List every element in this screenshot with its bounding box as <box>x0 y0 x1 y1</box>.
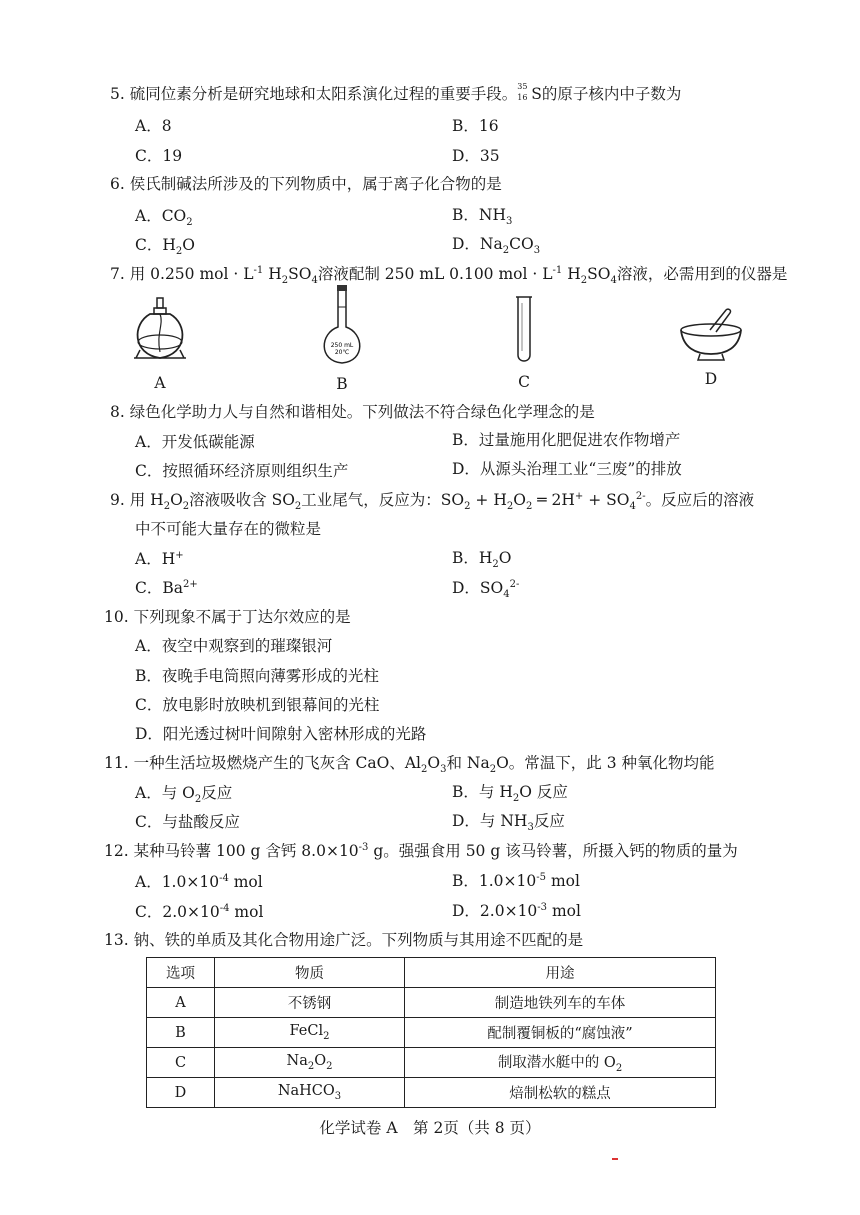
table-row: C $Na_2O_2$ 制取潜水艇中的 $O_2$ <box>147 1048 716 1078</box>
option-9b: B．$H_2O$ <box>452 549 512 571</box>
option-12a: A．$1.0\times 10^{-4}$ mol <box>135 872 263 891</box>
option-9d: D．$SO_4^{2-}$ <box>452 578 520 601</box>
question-13: 13. 钠、铁的单质及其化合物用途广泛。下列物质与其用途不匹配的是 <box>104 931 584 949</box>
question-8: 8. 绿色化学助力人与自然和谐相处。下列做法不符合绿色化学理念的是 <box>110 403 595 421</box>
red-mark <box>612 1158 618 1160</box>
q13-table <box>146 957 716 1108</box>
table-row: A 不锈钢 制造地铁列车的车体 <box>147 988 716 1018</box>
svg-text:250 mL: 250 mL <box>330 342 354 349</box>
option-10d: D．阳光透过树叶间隙射入密林形成的光路 <box>135 725 427 743</box>
apparatus-d: D <box>676 306 746 388</box>
alcohol-lamp-icon <box>128 294 192 366</box>
option-5c: C．19 <box>135 147 183 165</box>
option-12b: B．$1.0\times 10^{-5}$ mol <box>452 871 580 890</box>
option-9a: A．H+ <box>135 549 184 568</box>
option-11d: D．与 $NH_3$反应 <box>452 812 565 834</box>
question-5: 5. 硫同位素分析是研究地球和太阳系演化过程的重要手段。 35 16 S的原子核内中子数为 <box>110 82 682 103</box>
option-11c: C．与盐酸反应 <box>135 813 240 831</box>
option-8a: A．开发低碳能源 <box>135 433 255 451</box>
option-6d: D．$Na_2CO_3$ <box>452 235 541 257</box>
option-8b: B．过量施用化肥促进农作物增产 <box>452 431 681 449</box>
option-8d: D．从源头治理工业“三废”的排放 <box>452 460 682 478</box>
svg-text:20℃: 20℃ <box>334 349 350 356</box>
option-11a: A．与 $O_2$反应 <box>135 784 233 806</box>
apparatus-c: C <box>506 293 542 391</box>
test-tube-icon <box>506 293 542 365</box>
option-9c: C．$Ba^{2+}$ <box>135 578 198 597</box>
option-12c: C．$2.0\times 10^{-4}$ mol <box>135 902 264 921</box>
option-10a: A．夜空中观察到的璀璨银河 <box>135 637 333 655</box>
table-row: D NaHCO$_3$ 焙制松软的糕点 <box>147 1078 716 1108</box>
header-substance: 物质 <box>215 958 405 988</box>
table-header-row <box>147 958 716 988</box>
option-10b: B．夜晚手电筒照向薄雾形成的光柱 <box>135 667 379 685</box>
mortar-pestle-icon <box>676 306 746 362</box>
page-footer: 化学试卷 A 第 2页（共 8 页） <box>319 1119 541 1137</box>
header-use: 用途 <box>405 958 716 988</box>
question-10: 10. 下列现象不属于丁达尔效应的是 <box>104 608 351 626</box>
question-9: 9. 用 $H_2O_2$溶液吸收含 $SO_2$工业尾气，反应为：$SO_2 + H_2O_2$ ═ $2H^+ + SO_4^{2-}$。反应后的溶液 <box>110 490 755 513</box>
option-5d: D．35 <box>452 147 500 165</box>
apparatus-a: A <box>128 294 192 392</box>
apparatus-b: 250 mL 20℃ B <box>316 283 368 393</box>
option-5b: B．16 <box>452 117 499 135</box>
question-11: 11. 一种生活垃圾燃烧产生的飞灰含 CaO、$Al_2O_3$和 $Na_2O$。常温下，此 3 种氧化物均能 <box>104 754 715 776</box>
question-9-line2: 中不可能大量存在的微粒是 <box>135 520 322 538</box>
option-6b: B．$NH_3$ <box>452 206 513 228</box>
table-row: B FeCl$_2$ 配制覆铜板的“腐蚀液” <box>147 1018 716 1048</box>
option-8c: C．按照循环经济原则组织生产 <box>135 462 349 480</box>
question-7: 7. 用 0.250 mol · $L^{-1}$ $H_2SO_4$溶液配制 250 mL 0.100 mol · $L^{-1}$ $H_2SO_4$溶液，必需用到的仪器是 <box>110 264 788 287</box>
option-5a: A．8 <box>135 117 172 135</box>
question-6: 6. 侯氏制碱法所涉及的下列物质中，属于离子化合物的是 <box>110 175 502 193</box>
header-option: 选项 <box>147 958 215 988</box>
option-11b: B．与 $H_2O$ 反应 <box>452 783 568 805</box>
isotope-notation: 35 16 <box>517 82 528 102</box>
option-6a: A．$CO_2$ <box>135 207 193 229</box>
question-12: 12. 某种马铃薯 100 g 含钙 $8.0\times 10^{-3}$ g。强强食用 50 g 该马铃薯，所摄入钙的物质的量为 <box>104 841 738 860</box>
option-6c: C．$H_2O$ <box>135 236 195 258</box>
option-12d: D．$2.0\times 10^{-3}$ mol <box>452 901 581 920</box>
volumetric-flask-icon <box>316 283 368 367</box>
option-10c: C．放电影时放映机到银幕间的光柱 <box>135 696 380 714</box>
